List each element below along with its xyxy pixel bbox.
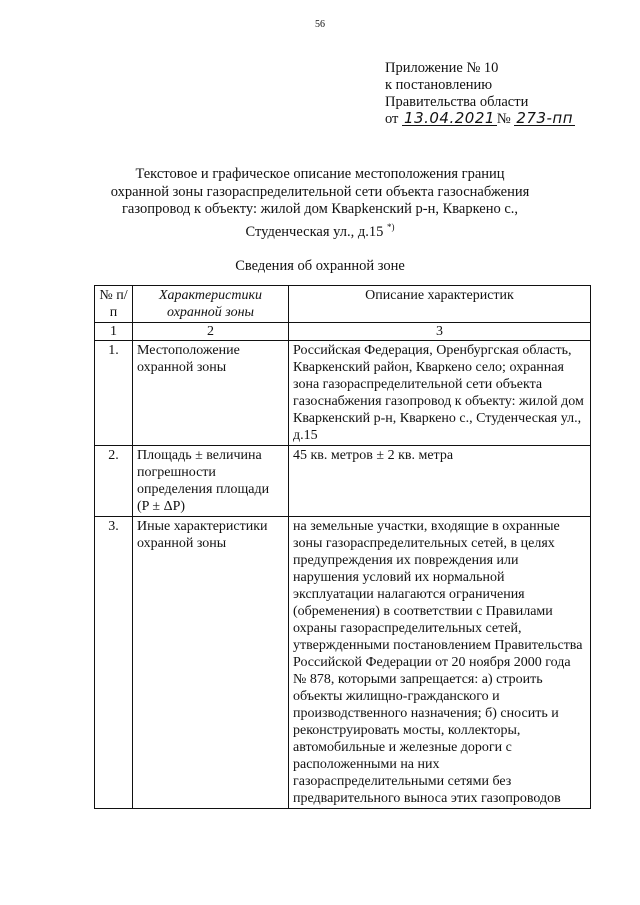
row-number: 2. [95,446,133,517]
title-line-4-text: Студенческая ул., д.15 [245,223,384,240]
index-cell: 2 [133,323,289,341]
header-description: Описание характеристик [289,286,591,323]
appendix-line-2: к постановлению [385,77,493,93]
row-characteristic: Площадь ± величина погрешности определения площади (P ± ΔP) [133,446,289,517]
handwritten-number: 273-пп [516,109,574,127]
appendix-date-line [385,111,575,128]
row-characteristic: Иные характеристики охранной зоны [133,517,289,809]
table-header-row [95,286,591,323]
number-prefix: № [496,111,511,127]
row-description: 45 кв. метров ± 2 кв. метра [289,446,591,517]
index-cell: 3 [289,323,591,341]
zone-info-table [94,285,591,809]
footnote-mark: *) [386,221,395,232]
row-description: на земельные участки, входящие в охранные зоны газораспределительных сетей, в целях предупреждения их повреждения или нарушения условий их нормальной эксплуатации налагаются ограничения (обременения) в соответствии с Правилами охраны газораспределительных сетей, утвержденными постановлением Правительства Российской Федерации от 20 ноября 2000 года № 878, которыми запрещается: а) строить объекты жилищно-гражданского и производственного назначения; б) сносить и реконструировать мосты, коллекторы, автомобильные и железные дороги с расположенными на них газораспределительными сетями без предварительного выноса этих газопроводов [289,517,591,809]
row-description: Российская Федерация, Оренбургская область, Кваркенский район, Кваркено село; охранная зона газораспределительной сети объекта газоснабжения газопровод к объекту: жилой дом Кваркенский р-н, Кваркено с., Студенческая ул., д.15 [289,341,591,446]
appendix-line-1: Приложение № 10 [385,60,499,76]
header-number: № п/п [95,286,133,323]
row-characteristic: Местоположение охранной зоны [133,341,289,446]
index-cell: 1 [95,323,133,341]
table-row [95,446,591,517]
section-heading: Сведения об охранной зоне [235,258,405,274]
title-line-1: Текстовое и графическое описание местоположения границ [135,166,505,182]
header-characteristic: Характеристики охранной зоны [133,286,289,323]
page-number: 56 [315,19,325,30]
title-line-4 [100,219,540,241]
date-prefix: от [385,111,399,127]
row-number: 1. [95,341,133,446]
appendix-line-3: Правительства области [385,94,529,110]
title-line-2: охранной зоны газораспределительной сети объекта газоснабжения [110,183,530,200]
appendix-block [385,60,575,128]
table-index-row [95,323,591,341]
row-number: 3. [95,517,133,809]
document-title [100,166,540,241]
title-line-3: газопровод к объекту: жилой дом Кварkенский р-н, Кваркено с., [121,201,519,217]
handwritten-date: 13.04.2021 [404,109,495,127]
table-row [95,517,591,809]
table-row [95,341,591,446]
